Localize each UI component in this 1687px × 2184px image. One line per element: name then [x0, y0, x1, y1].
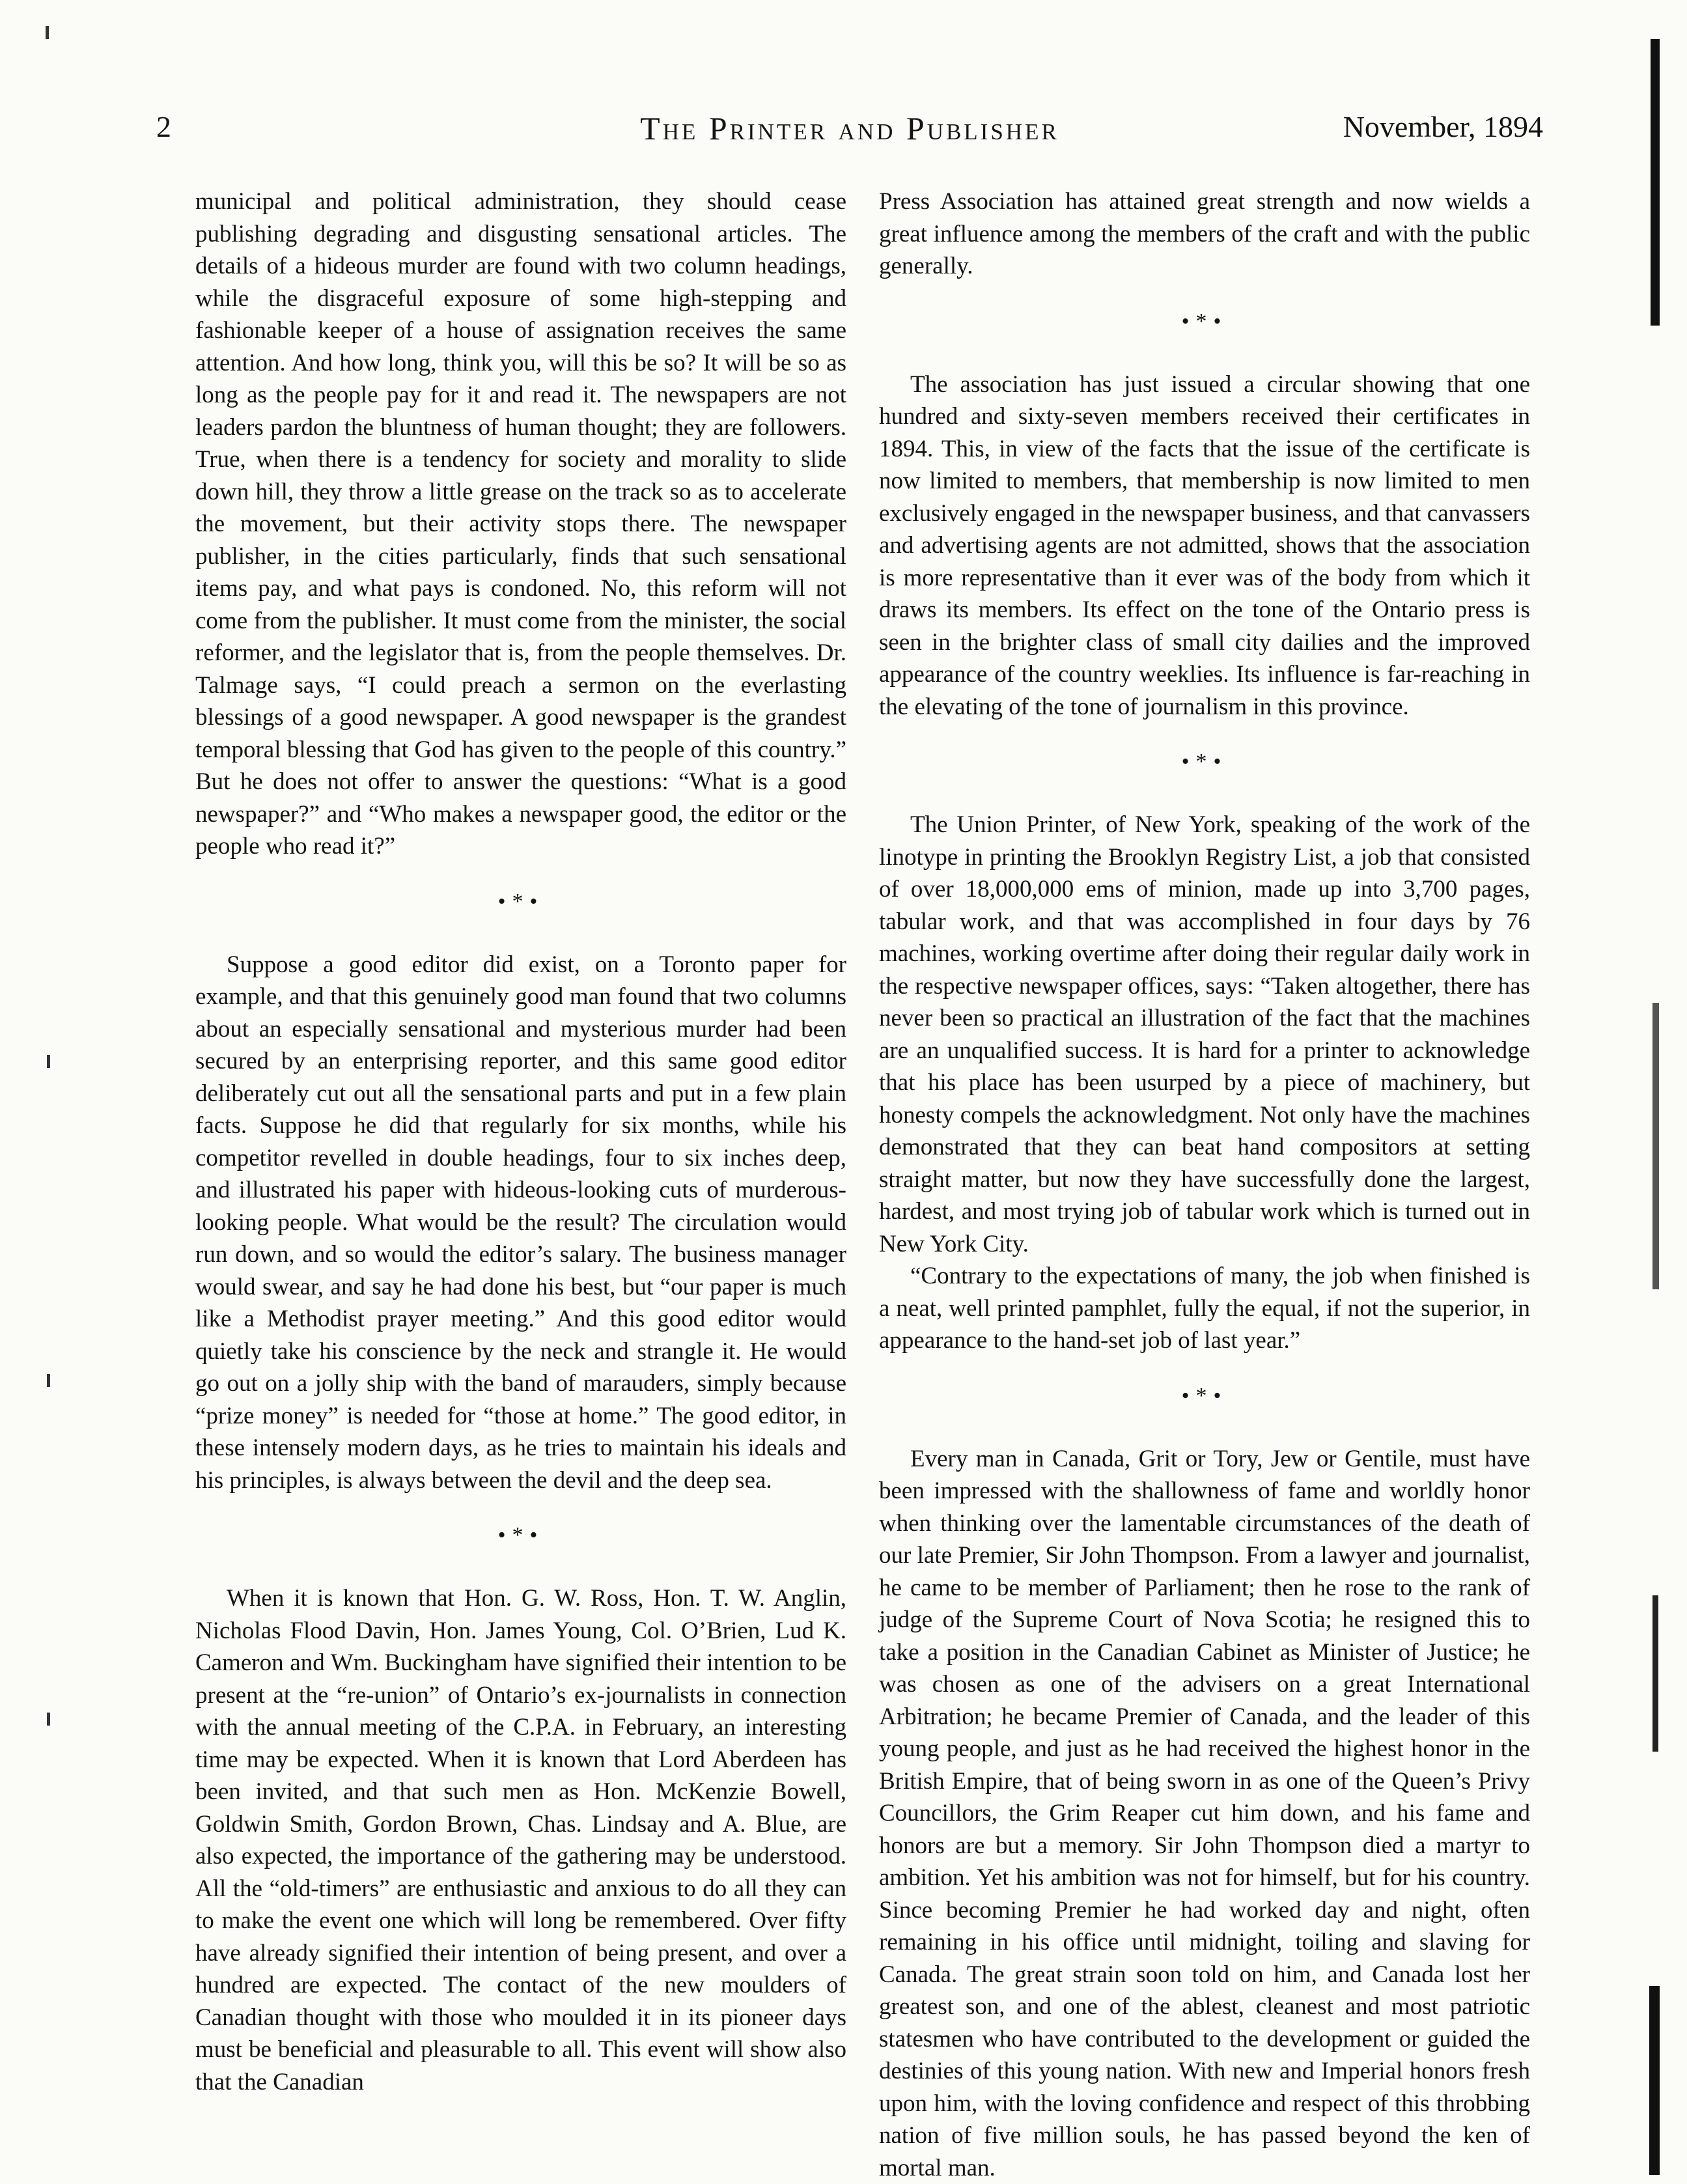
section-separator: •*• [195, 1524, 846, 1547]
article-paragraph: Press Association has attained great strength and now wields a great influence among the members of the craft and with the public generally. [879, 186, 1530, 283]
running-header [156, 109, 1543, 155]
article-paragraph: municipal and political administration, they should cease publishing degrading and disgusting sensational articles. The details of a hideous murder are found with two column headings, while the disgraceful exposure of some high-stepping and fashionable keeper of a house of assignation receives the same attention. And how long, think you, will this be so? It will be so as long as the people pay for it and read it. The newspapers are not leaders pardon the bluntness of human thought; they are followers. True, when there is a tendency for society and morality to slide down hill, they throw a little grease on the track so as to accelerate the movement, but their activity stops there. The newspaper publisher, in the cities particularly, finds that such sensational items pay, and what pays is condoned. No, this reform will not come from the publisher. It must come from the minister, the social reformer, and the legislator that is, from the people themselves. Dr. Talmage says, “I could preach a sermon on the everlasting blessings of a good newspaper. A good newspaper is the grandest temporal blessing that God has given to the people of this country.” But he does not offer to answer the questions: “What is a good newspaper?” and “Who makes a newspaper good, the editor or the people who read it?” [195, 186, 846, 863]
page-number: 2 [156, 109, 171, 144]
article-paragraph: When it is known that Hon. G. W. Ross, Hon. T. W. Anglin, Nicholas Flood Davin, Hon. James Young, Col. O’Brien, Lud K. Cameron and Wm. Buckingham have signified their intention to be present at the “re-union” of Ontario’s ex-journalists in connection with the annual meeting of the C.P.A. in February, an interesting time may be expected. When it is known that Lord Aberdeen has been invited, and that such men as Hon. McKenzie Bowell, Goldwin Smith, Gordon Brown, Chas. Lindsay and A. Blue, are also expected, the importance of the gathering may be understood. All the “old-timers” are enthusiastic and anxious to do all they can to make the event one which will long be remembered. Over fifty have already signified their intention of being present, and over a hundred are expected. The contact of the new moulders of Canadian thought with those who moulded it in its pioneer days must be beneficial and pleasurable to all. This event will show also that the Canadian [195, 1582, 846, 2098]
scan-edge-mark [1649, 1986, 1660, 2175]
article-paragraph: “Contrary to the expectations of many, the job when finished is a neat, well printed pamphlet, fully the equal, if not the superior, in appearance to the hand-set job of last year.” [879, 1260, 1530, 1357]
section-separator: •*• [879, 310, 1530, 333]
article-paragraph: The Union Printer, of New York, speaking of the work of the linotype in printing the Brooklyn Registry List, a job that consisted of over 18,000,000 ems of minion, made up into 3,700 pages, tabular work, and that was accomplished in four days by 76 machines, working overtime after doing their regular daily work in the respective newspaper offices, says: “Taken altogether, there has never been so practical an illustration of the fact that the machines are an unqualified success. It is hard for a printer to acknowledge that his place has been usurped by a piece of machinery, but honesty compels the acknowledgment. Not only have the machines demonstrated that they can beat hand compositors at setting straight matter, but now they have successfully done the largest, hardest, and most trying job of tabular work which is turned out in New York City. [879, 809, 1530, 1260]
section-separator: •*• [879, 750, 1530, 774]
scan-edge-mark [47, 1713, 50, 1726]
article-paragraph: Suppose a good editor did exist, on a Toronto paper for example, and that this genuinely good man found that two columns about an especially sensational and mysterious murder had been secured by an enterprising reporter, and this same good editor deliberately cut out all the sensational parts and put in a few plain facts. Suppose he did that regularly for six months, while his competitor revelled in double headings, four to six inches deep, and illustrated his paper with hideous-looking cuts of murderous-looking people. What would be the result? The circulation would run down, and so would the editor’s salary. The business manager would swear, and say he had done his best, but “our paper is much like a Methodist prayer meeting.” And this good editor would quietly take his conscience by the neck and strangle it. He would go out on a jolly ship with the band of marauders, simply because “prize money” is needed for “those at home.” The good editor, in these intensely modern days, as he tries to maintain his ideals and his principles, is always between the devil and the deep sea. [195, 949, 846, 1497]
scan-edge-mark [1652, 1595, 1658, 1752]
left-column [195, 186, 846, 2098]
scan-edge-mark [1651, 39, 1660, 326]
scan-edge-mark [1652, 1003, 1659, 1289]
scan-edge-mark [47, 1055, 50, 1068]
issue-date: November, 1894 [1343, 109, 1543, 144]
scan-edge-mark [46, 26, 49, 39]
section-separator: •*• [195, 890, 846, 914]
scan-edge-mark [47, 1374, 50, 1387]
article-paragraph: Every man in Canada, Grit or Tory, Jew or Gentile, must have been impressed with the shallowness of fame and worldly honor when thinking over the lamentable circumstances of the death of our late Premier, Sir John Thompson. From a lawyer and journalist, he came to be member of Parliament; then he rose to the rank of judge of the Supreme Court of Nova Scotia; he resigned this to take a position in the Canadian Cabinet as Minister of Justice; he was chosen as one of the advisers on a great International Arbitration; he became Premier of Canada, and the leader of this young people, and just as he had received the highest honor in the British Empire, that of being sworn in as one of the Queen’s Privy Councillors, the Grim Reaper cut him down, and his fame and honors are but a memory. Sir John Thompson died a martyr to ambition. Yet his ambition was not for himself, but for his country. Since becoming Premier he had worked day and night, often remaining in his office until midnight, toiling and slaving for Canada. The great strain soon told on him, and Canada lost her greatest son, and one of the ablest, cleanest and most patriotic statesmen who have contributed to the development or guided the destinies of this young nation. With new and Imperial honors fresh upon him, with the loving confidence and respect of this throbbing nation of five million souls, he has passed beyond the ken of mortal man. [879, 1443, 1530, 2184]
section-separator: •*• [879, 1384, 1530, 1408]
article-paragraph: The association has just issued a circular showing that one hundred and sixty-seven members received their certificates in 1894. This, in view of the facts that the issue of the certificate is now limited to members, that membership is now limited to men exclusively engaged in the newspaper business, and that canvassers and advertising agents are not admitted, shows that the association is more representative than it ever was of the body from which it draws its members. Its effect on the tone of the Ontario press is seen in the brighter class of small city dailies and the improved appearance of the country weeklies. Its influence is far-reaching in the elevating of the tone of journalism in this province. [879, 369, 1530, 723]
journal-title: The Printer and Publisher [156, 109, 1543, 147]
right-column [879, 186, 1530, 2184]
